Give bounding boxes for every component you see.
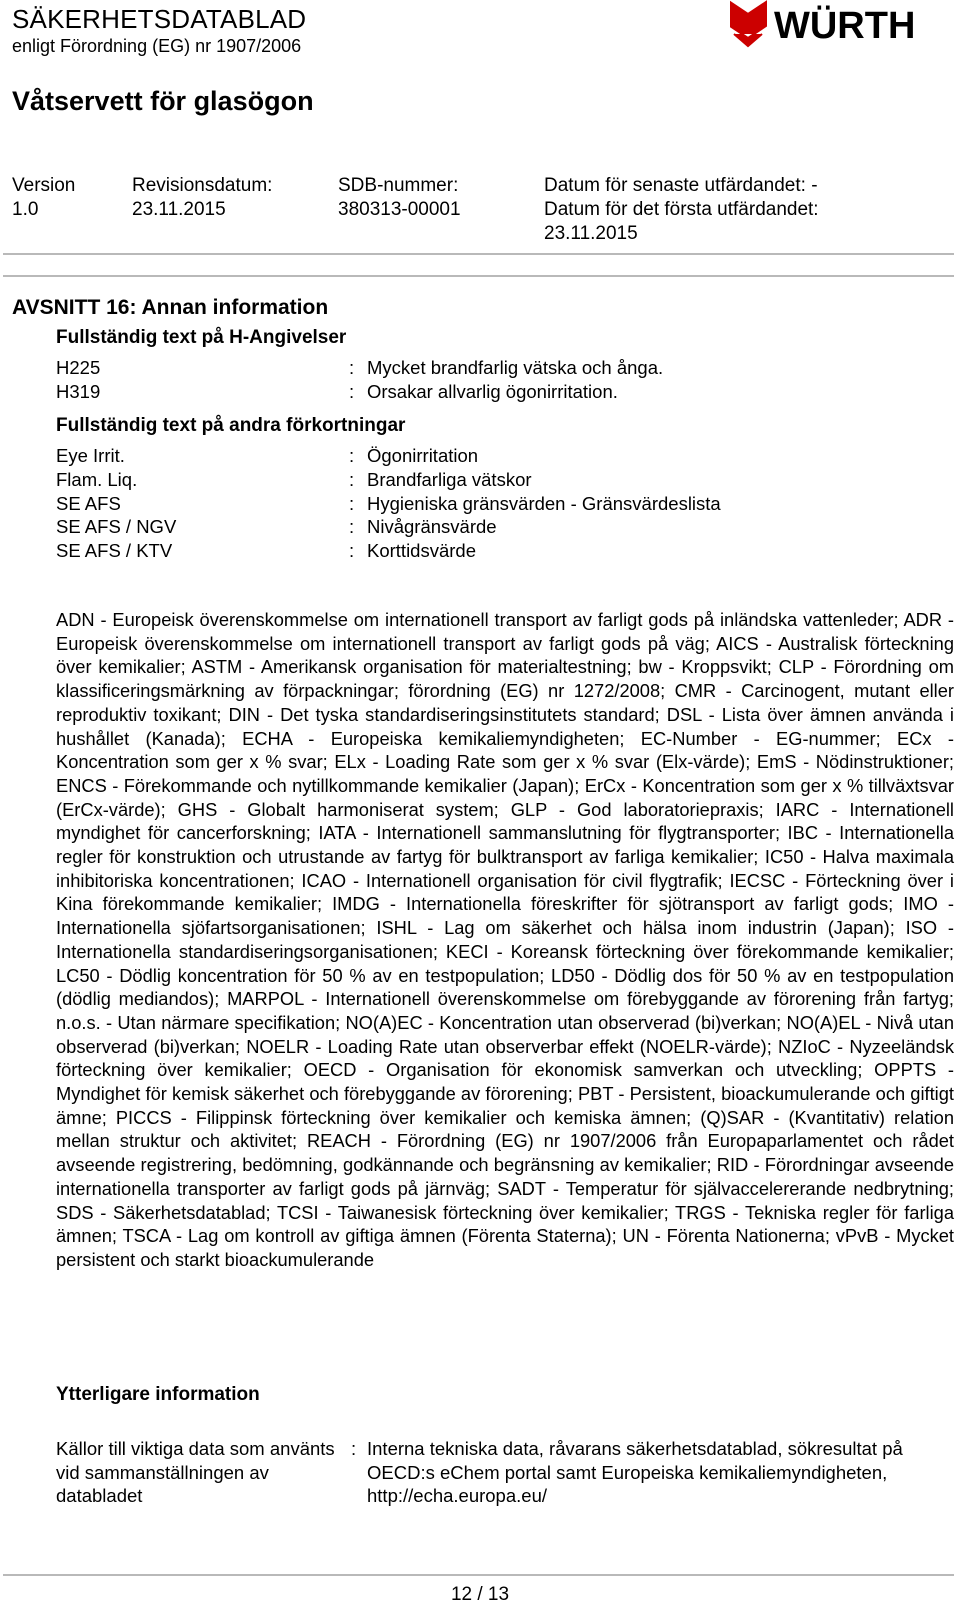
sources-term: Källor till viktiga data som använts vid sammanställningen av databladet <box>56 1438 335 1507</box>
list-item <box>56 444 956 468</box>
separator: : <box>349 540 355 562</box>
first-issue-value: 23.11.2015 <box>544 223 638 244</box>
revision-label: Revisionsdatum: <box>132 175 273 196</box>
abbreviations-heading: Fullständig text på andra förkortningar <box>56 415 406 436</box>
wurth-logo-wordmark: WÜRTH <box>774 5 916 47</box>
separator: : <box>349 357 355 378</box>
product-name: Våtservett för glasögon <box>12 86 314 116</box>
document-type-title: SÄKERHETSDATABLAD <box>12 4 307 34</box>
separator: : <box>349 380 355 402</box>
meta-version <box>12 174 75 222</box>
sources-row <box>56 1437 954 1508</box>
list-item <box>56 468 956 492</box>
abbreviation-text: Hygieniska gränsvärden - Gränsvärdeslista <box>367 492 721 514</box>
list-item <box>56 539 956 563</box>
abbreviations-list <box>56 444 956 563</box>
list-item <box>56 492 956 516</box>
abbreviation-text: Ögonirritation <box>367 445 479 466</box>
abbreviation-code: Eye Irrit. <box>56 445 125 466</box>
divider <box>3 275 954 277</box>
version-label: Version <box>12 175 76 196</box>
abbreviation-text: Brandfarliga vätskor <box>367 468 532 490</box>
sdb-label: SDB-nummer: <box>338 175 459 196</box>
wurth-logo <box>730 0 955 50</box>
revision-value: 23.11.2015 <box>132 199 226 220</box>
separator: : <box>349 492 355 514</box>
h-text: Orsakar allvarlig ögonirritation. <box>367 380 618 402</box>
further-information-heading: Ytterligare information <box>56 1384 260 1405</box>
sdb-value: 380313-00001 <box>338 199 461 220</box>
h-text: Mycket brandfarlig vätska och ånga. <box>367 357 664 378</box>
regulation-subtitle: enligt Förordning (EG) nr 1907/2006 <box>12 36 302 56</box>
separator: : <box>349 468 355 490</box>
abbreviation-code: SE AFS / NGV <box>56 516 177 538</box>
wurth-logo-mark <box>730 2 766 46</box>
abbreviation-text: Nivågränsvärde <box>367 516 497 538</box>
first-issue-label: Datum för det första utfärdandet: <box>544 199 819 220</box>
list-item <box>56 515 956 539</box>
page-number: 12 / 13 <box>450 1584 510 1605</box>
version-value: 1.0 <box>12 199 39 220</box>
abbreviation-code: SE AFS / KTV <box>56 540 173 562</box>
h-statements-list <box>56 356 956 404</box>
divider <box>3 253 954 255</box>
h-statements-heading: Fullständig text på H-Angivelser <box>56 327 347 348</box>
abbreviation-text: Korttidsvärde <box>367 540 476 562</box>
abbreviation-code: SE AFS <box>56 492 121 514</box>
separator: : <box>349 445 355 466</box>
separator: : <box>349 516 355 538</box>
meta-issue-dates <box>544 174 819 246</box>
footer-divider <box>3 1574 954 1576</box>
meta-revision <box>132 174 272 222</box>
h-code: H319 <box>56 380 101 402</box>
section-title: AVSNITT 16: Annan information <box>12 296 329 319</box>
list-item <box>56 356 956 380</box>
h-code: H225 <box>56 357 101 378</box>
meta-sdb-number <box>338 174 461 222</box>
separator: : <box>351 1438 357 1459</box>
abbreviation-code: Flam. Liq. <box>56 468 138 490</box>
abbreviations-paragraph: ADN - Europeisk överenskommelse om internationell transport av farligt gods på inländska vattenleder; ADR - Europeisk överenskommelse om internationell transport av farligt gods på väg; AICS - Australisk förteckning över kemikalier; ASTM - Amerikansk organisation för materialtestning; bw - Kroppsvikt; CLP - Förordning om klassificeringsmärkning av förpackningar; förordning (EG) nr 1272/2008; CMR - Carcinogent, mutant eller reproduktiv toxikant; DIN - Det tyska standardiseringsinstitutets standard; DSL - Lista över ämnen använda i hushållet (Kanada); ECHA - Europeiska kemikaliemyndigheten; EC-Number - EG-nummer; ECx - Koncentration som ger x % svar; ELx - Loading Rate som ger x % svar (Elx-värde); EmS - Nödinstruktioner; ENCS - Förekommande och nytillkommande kemikalier (Japan); ErCx - Koncentration som ger x % tillväxtsvar (ErCx-värde); GHS - Globalt harmoniserat system; GLP - God laboratoriepraxis; IARC - Internationell myndighet för cancerforskning; IATA - Internationell sammanslutning för flygtransporter; IBC - Internationella regler för konstruktion och utrustande av fartyg för bulktransport av farliga kemikalier; IC50 - Halva maximala inhibitoriska koncentrationen; ICAO - Internationell organisation för civil flygtrafik; IECSC - Förteckning över i Kina förekommande kemikalier; IMDG - Internationella föreskrifter för sjötransport av farligt gods; IMO - Internationella sjöfartsorganisationen; ISHL - Lag om säkerhet och hälsa inom industrin (Japan); ISO - Internationella standardiseringsorganisationen; KECI - Koreansk förteckning över förekommande kemikalier; LC50 - Dödlig koncentration för 50 % av en testpopulation; LD50 - Dödlig dos för 50 % av en testpopulation (dödlig mediandos); MARPOL - Internationell överenskommelse om förebyggande av förorening från fartyg; n.o.s. - Utan närmare specifikation; NO(A)EC - Koncentration utan observerad (bi)verkan; NO(A)EL - Nivå utan observerad (bi)verkan; NOELR - Loading Rate utan observerbar effekt (NOELR-värde); NZIoC - Nyzeeländsk förteckning över kemikalier; OECD - Organisation för ekonomisk samverkan och utveckling; OPPTS - Myndighet för kemisk säkerhet och förebyggande av förorening; PBT - Persistent, bioackumulerande och giftigt ämne; PICCS - Filippinsk förteckning över kemikalier och kemiska ämnen; (Q)SAR - (Kvantitativ) relation mellan struktur och aktivitet; REACH - Förordning (EG) nr 1907/2006 från Europaparlamentet och rådet avseende registrering, bedömning, godkännande och begränsning av kemikalier; RID - Förordningar avseende internationella transporter av farligt gods på järnväg; SADT - Temperatur för självaccelererande nedbrytning; SDS - Säkerhetsdatablad; TCSI - Taiwanesisk förteckning över kemikalier; TRGS - Tekniska regler för farliga ämnen; TSCA - Lag om kontroll av giftiga ämnen (Förenta Staterna); UN - Förenta Nationerna; vPvB - Mycket persistent och starkt bioackumulerande <box>56 609 954 1270</box>
last-issue-label: Datum för senaste utfärdandet: - <box>544 175 818 196</box>
sources-value: Interna tekniska data, råvarans säkerhetsdatablad, sökresultat på OECD:s eChem portal samt Europeiska kemikaliemyndigheten, http://echa.europa.eu/ <box>367 1438 903 1507</box>
list-item <box>56 380 956 404</box>
